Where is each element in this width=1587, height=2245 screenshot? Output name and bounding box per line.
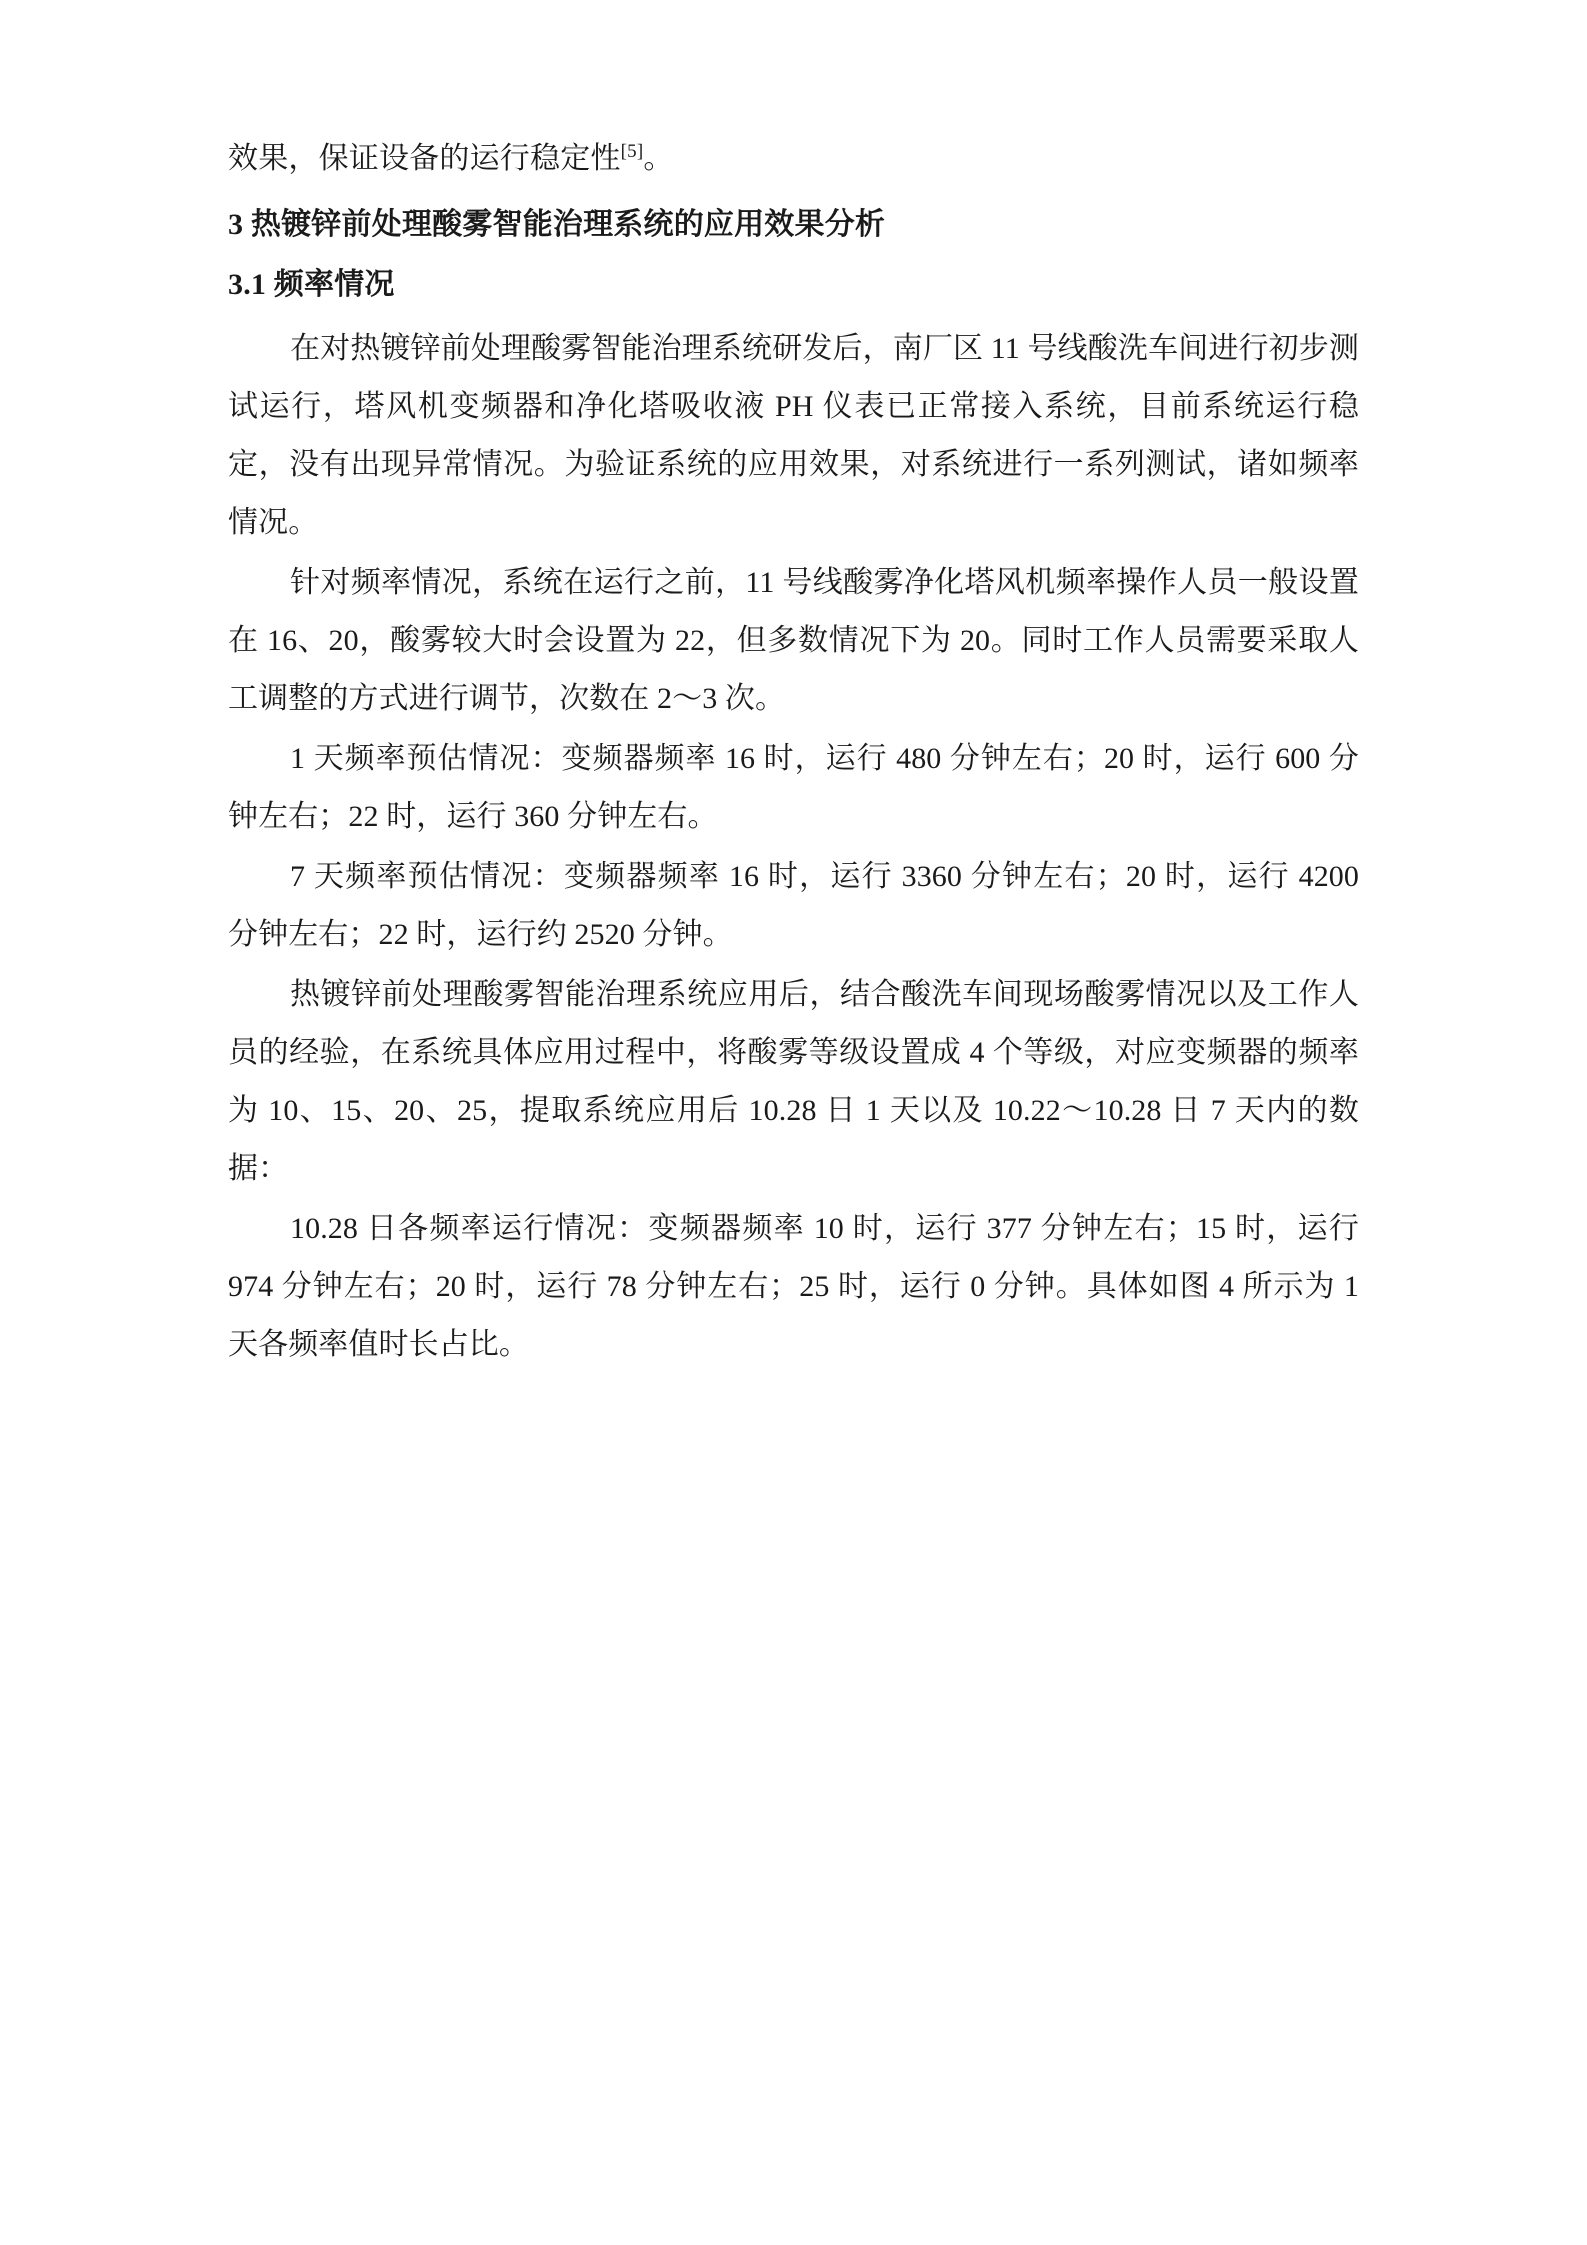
citation-marker: [5] (620, 141, 644, 162)
body-paragraph-3: 1 天频率预估情况：变频器频率 16 时，运行 480 分钟左右；20 时，运行 600 分钟左右；22 时，运行 360 分钟左右。 (228, 742, 1359, 833)
body-paragraph-4: 7 天频率预估情况：变频器频率 16 时，运行 3360 分钟左右；20 时，运行 4200 分钟左右；22 时，运行约 2520 分钟。 (228, 860, 1359, 951)
body-paragraph-6: 10.28 日各频率运行情况：变频器频率 10 时，运行 377 分钟左右；15 时，运行 974 分钟左右；20 时，运行 78 分钟左右；25 时，运行 0 分钟。具体如图 4 所示为 1 天各频率值时长占比。 (228, 1212, 1359, 1361)
continued-paragraph (228, 130, 1359, 188)
continued-tail: 。 (643, 142, 674, 175)
continued-text: 效果，保证设备的运行稳定性 (228, 142, 621, 175)
section-heading-3: 3 热镀锌前处理酸雾智能治理系统的应用效果分析 (228, 208, 886, 241)
body-paragraph-1: 在对热镀锌前处理酸雾智能治理系统研发后，南厂区 11 号线酸洗车间进行初步测试运行，塔风机变频器和净化塔吸收液 PH 仪表已正常接入系统，目前系统运行稳定，没有出现异常情况。为验证系统的应用效果，对系统进行一系列测试，诸如频率情况。 (228, 332, 1359, 539)
body-paragraph-2: 针对频率情况，系统在运行之前，11 号线酸雾净化塔风机频率操作人员一般设置在 16、20，酸雾较大时会设置为 22，但多数情况下为 20。同时工作人员需要采取人工调整的方式进行调节，次数在 2～3 次。 (228, 566, 1359, 715)
document-body (228, 130, 1359, 1374)
section-heading-3-1: 3.1 频率情况 (228, 268, 395, 301)
body-paragraph-5: 热镀锌前处理酸雾智能治理系统应用后，结合酸洗车间现场酸雾情况以及工作人员的经验，在系统具体应用过程中，将酸雾等级设置成 4 个等级，对应变频器的频率为 10、15、20、25，提取系统应用后 10.28 日 1 天以及 10.22～10.28 日 7 天内的数据： (228, 978, 1359, 1185)
